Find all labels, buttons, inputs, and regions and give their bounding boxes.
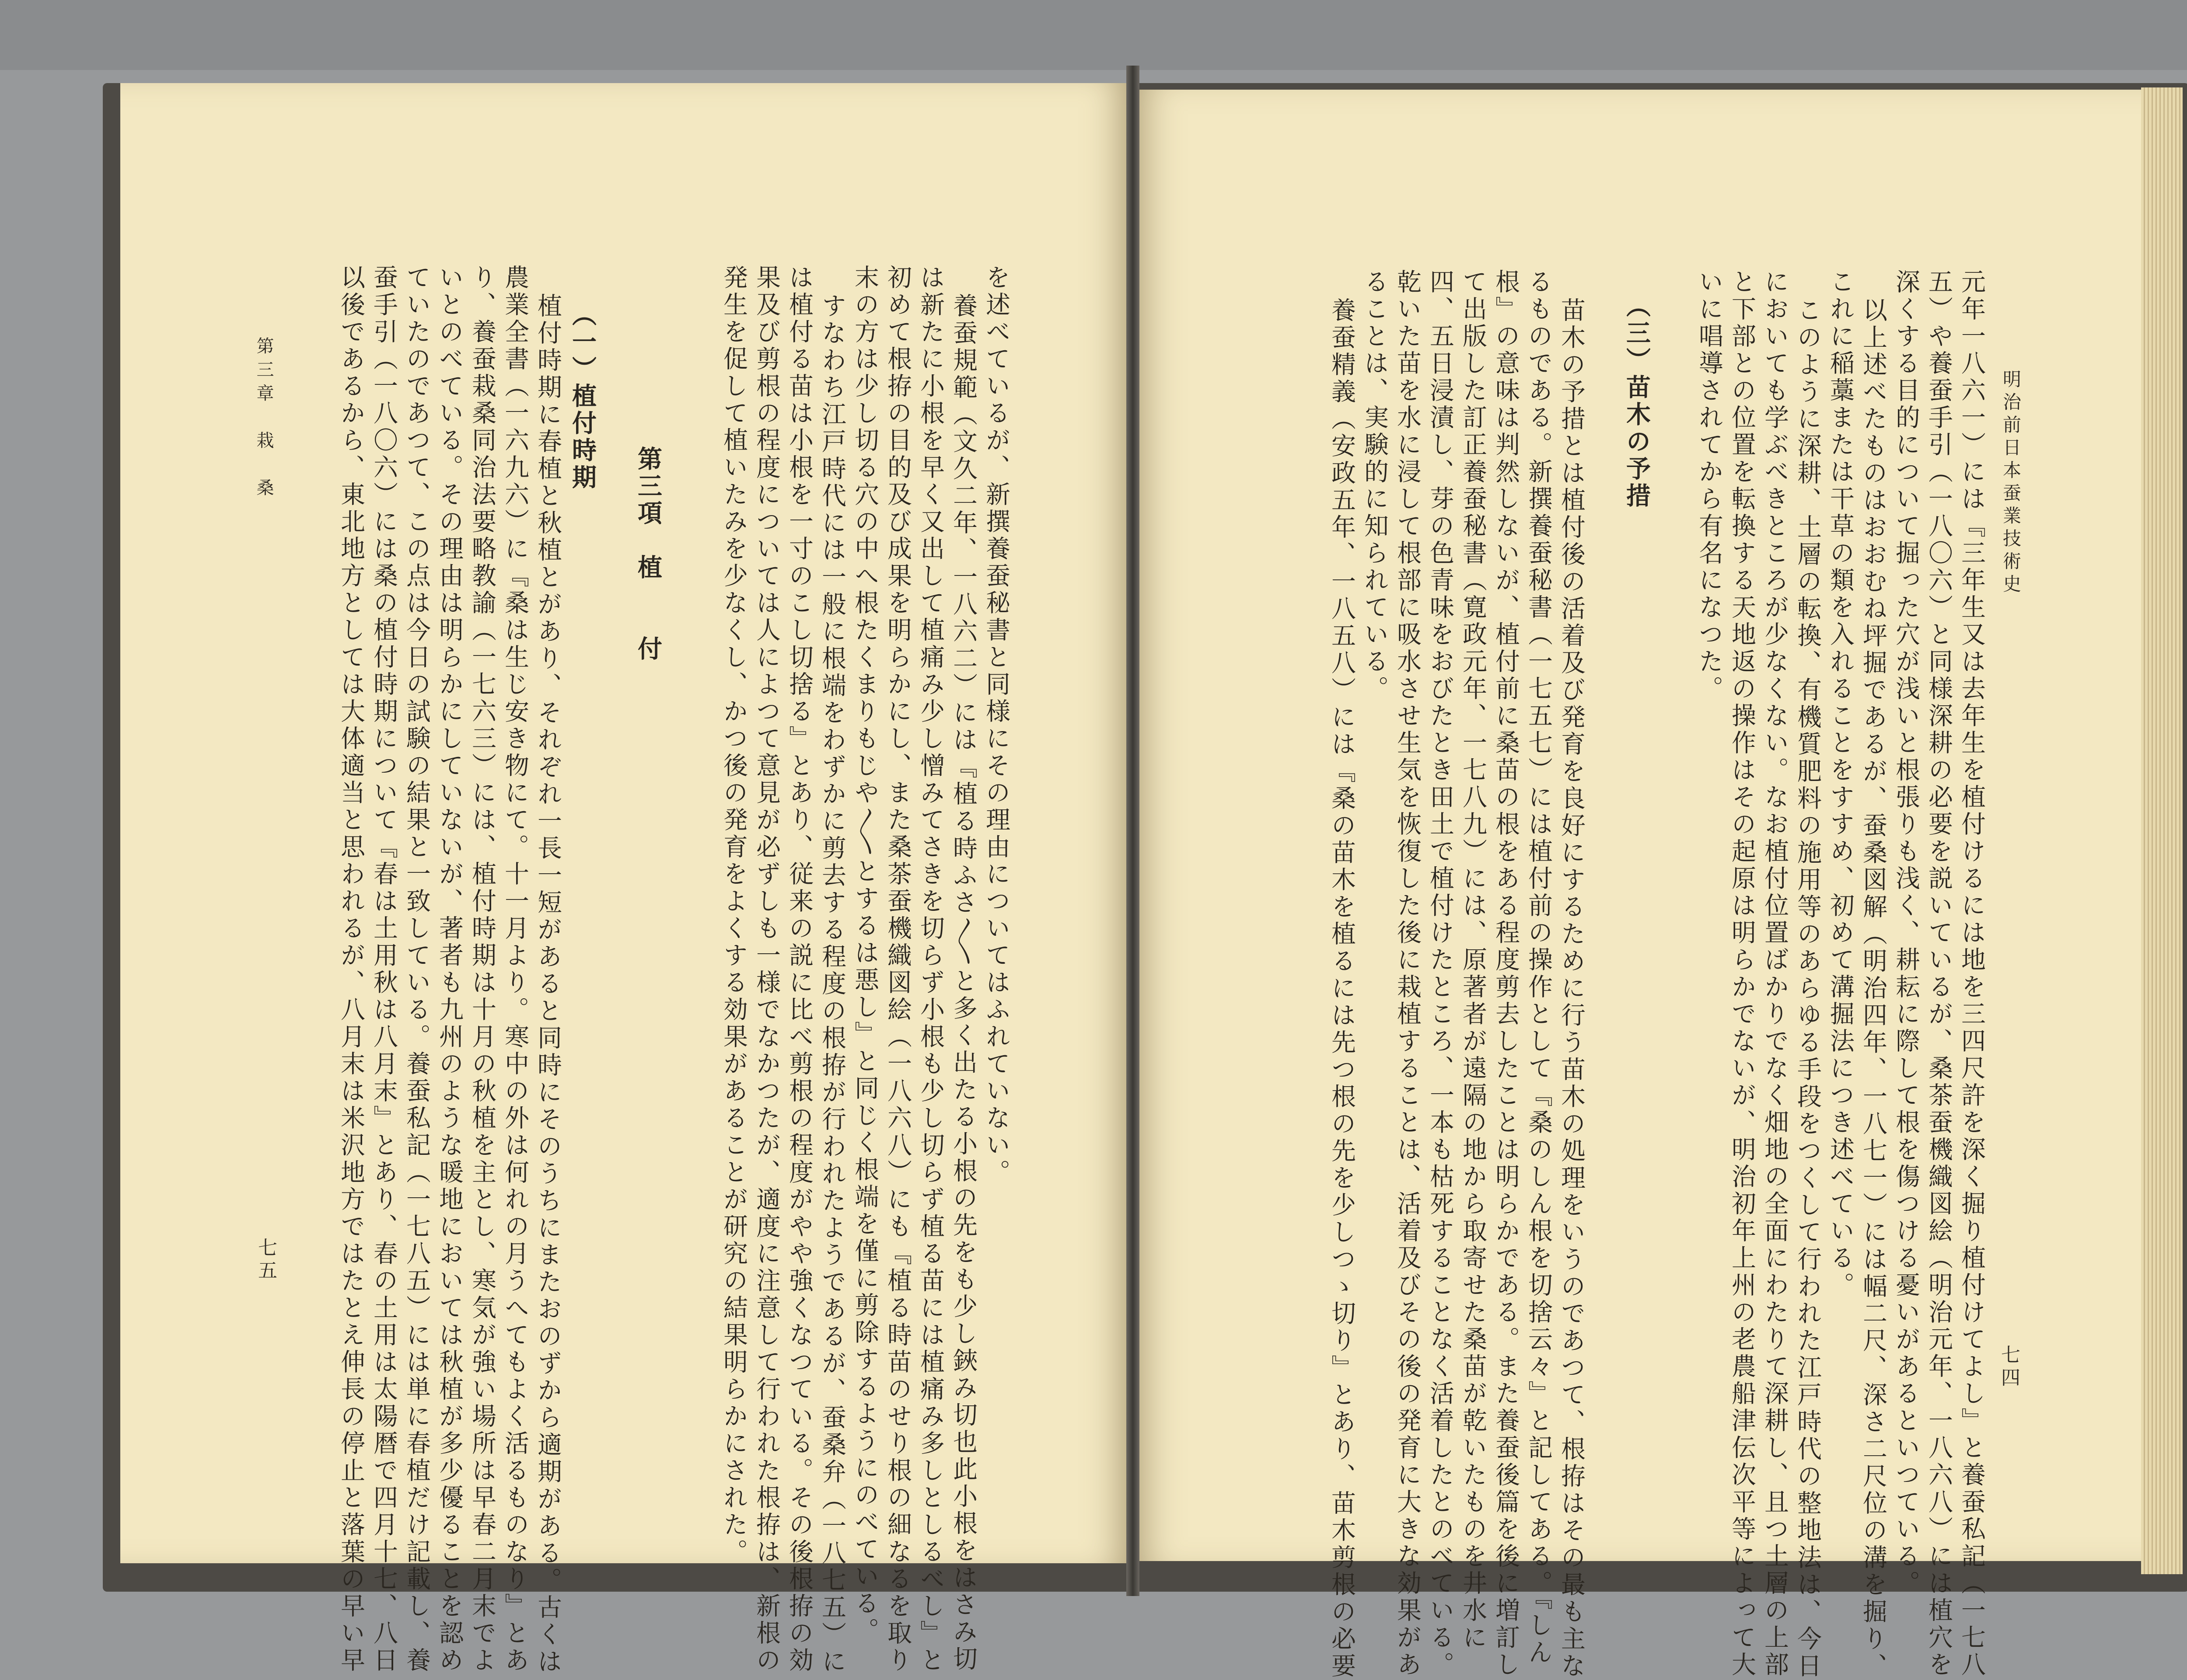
text-line: 発生を促して植いたみを少なくし、かつ後の発育をよくする効果があることが研究の結果明らかにされた。 — [720, 265, 748, 1566]
page-number-right: 七四 — [1998, 1345, 2020, 1390]
text-line: ることは、実験的に知られている。 — [1360, 269, 1389, 703]
text-line: と下部との位置を転換する天地返の操作はその起原は明らかでないが、明治初年上州の老農船津伝次平等によって大 — [1728, 269, 1756, 1679]
text-line: 植付時期に春植と秋植とがあり、それぞれ一長一短があると同時にそのうちにまたおのずから適期がある。古くは — [534, 293, 562, 1676]
text-line: 以後であるから、東北地方としては大体適当と思われるが、八月末は米沢地方ではたとえ伸長の停止と落葉の早い早 — [337, 265, 365, 1674]
text-line: るものである。新撰養蚕秘書（一七五七）には植付前の操作として『桑のしん根を切捨云々』と記してある。『しん — [1524, 269, 1553, 1666]
text-line: いに唱導されてから有名になつた。 — [1695, 269, 1723, 703]
text-line: すなわち江戸時代には一般に根端をわずかに剪去する程度の根拵が行われたようであるが、蚕桑弁（一八七五）に — [818, 293, 846, 1676]
text-line: いとのべている。その理由は明らかにしていないが、著者も九州のような暖地においては秋植が多少優ることを認め — [435, 265, 464, 1674]
book-spine — [1126, 66, 1139, 1596]
subsection-heading: 第三項 植 付 — [634, 446, 663, 663]
section-heading: （一）植付時期 — [568, 302, 597, 491]
text-line: て出版した訂正養蚕秘書（寛政元年、一七八九）には、原著者が遠隔の地から取寄せた桑苗が乾いたものを井水に — [1459, 269, 1487, 1652]
text-line: 四、五日浸漬し、芽の色青味をおびたとき田土で植付けたところ、一本も枯死することなく活着したとのべている。 — [1426, 269, 1454, 1679]
text-line: 農業全書（一六九六）に『桑は生じ安き物にて。十一月より。寒中の外は何れの月うへてもよく活るものなり』とあ — [501, 265, 529, 1674]
text-line: 初めて根拵の目的及び成果を明らかにし、また桑茶蚕機織図絵（一八六八）にも『植る時苗のせり根の細なるを取り — [884, 265, 912, 1674]
text-line: 五）や養蚕手引（一八〇六）と同様深耕の必要を説いているが、桑茶蚕機織図絵（明治元年、一八六八）には植穴を — [1925, 269, 1953, 1679]
page-edges — [2141, 87, 2183, 1574]
chapter-folio: 第三章 栽 桑 — [254, 337, 274, 502]
section-heading: （三）苗木の予措 — [1622, 293, 1651, 510]
text-line: 養蚕規範（文久二年、一八六二）には『植る時ふさ〳〵と多く出たる小根の先をも少し鋏み切也此小根をはさみ切 — [949, 293, 978, 1673]
text-line: これに稲藁または干草の類を入れることをすすめ、初めて溝掘法につき述べている。 — [1826, 269, 1855, 1299]
text-line: ていたのであつて、この点は今日の試験の結果と一致している。養蚕私記（一七八五）には単に春植だけ記載し、養 — [402, 265, 431, 1674]
text-line: り、養蚕栽桑同治法要略教諭（一七六三）には、植付時期は十月の秋植を主とし、寒気が強い場所は早春二月末でよ — [468, 265, 496, 1674]
text-line: 元年一八六一）には『三年生又は去年生を植付けるには地を三四尺許を深く掘り植付けてよし』と養蚕私記（一七八 — [1957, 269, 1986, 1679]
text-line: 深くする目的について掘った穴が浅いと根張りも浅く、耕耘に際して根を傷つける憂いがあるといつている。 — [1892, 269, 1920, 1597]
text-line: においても学ぶべきところが少なくない。なお植付位置ばかりでなく畑地の全面にわたりて深耕し、且つ土層の上部 — [1761, 269, 1789, 1679]
text-line: 末の方は少し切る穴の中へ根たくまりもじや〳〵とするは悪し』と同じく根端を僅に剪除するようにのべている。 — [851, 265, 879, 1645]
text-line: 果及び剪根の程度については人によつて意見が必ずしも一様でなかつたが、適度に注意して行われた根拵は、新根の — [752, 265, 781, 1674]
text-line: 以上述べたものはおおむね坪掘であるが、蚕桑図解（明治四年、一八七一）には幅二尺、深さ二尺位の溝を掘り、 — [1859, 297, 1887, 1680]
text-line: 養蚕精義（安政五年、一八五八）には『桑の苗木を植るには先つ根の先を少しつゝ切り』とあり、苗木剪根の必要 — [1328, 297, 1356, 1680]
text-line: 乾いた苗を水に浸して根部に吸水させ生気を恢復した後に栽植することは、活着及びその後の発育に大きな効果があ — [1393, 269, 1422, 1679]
text-line: 苗木の予措とは植付後の活着及び発育を良好にするために行う苗木の処理をいうのであつて、根拵はその最も主な — [1557, 297, 1586, 1680]
running-header: 明治前日本蚕業技術史 — [2000, 369, 2022, 597]
text-line: を述べているが、新撰養蚕秘書と同様にその理由についてはふれていない。 — [982, 265, 1010, 1186]
text-line: このように深耕、土層の転換、有機質肥料の施用等のあらゆる手段をつくして行われた江戸時代の整地法は、今日 — [1793, 297, 1822, 1680]
text-line: 蚕手引（一八〇六）には桑の植付時期について『春は土用秋は八月末』とあり、春の土用は太陽暦で四月十七、八日 — [370, 265, 398, 1674]
text-line: は新たに小根を早く又出して植痛み少し憎みてさきを切らず小根も少し切らず植る苗には植痛み多しとしるべし』と — [916, 265, 945, 1674]
text-line: は植付る苗は小根を一寸のこし切捨る』とあり、従来の説に比べ剪根の程度がやや強くなつている。その後根拵の効 — [785, 265, 814, 1674]
page-number-left: 七五 — [255, 1237, 277, 1283]
background — [0, 0, 2187, 70]
text-line: 根』の意味は判然しないが、植付前に桑苗の根をある程度剪去したことは明らかである。また養蚕後篇を後に増訂し — [1492, 269, 1520, 1679]
